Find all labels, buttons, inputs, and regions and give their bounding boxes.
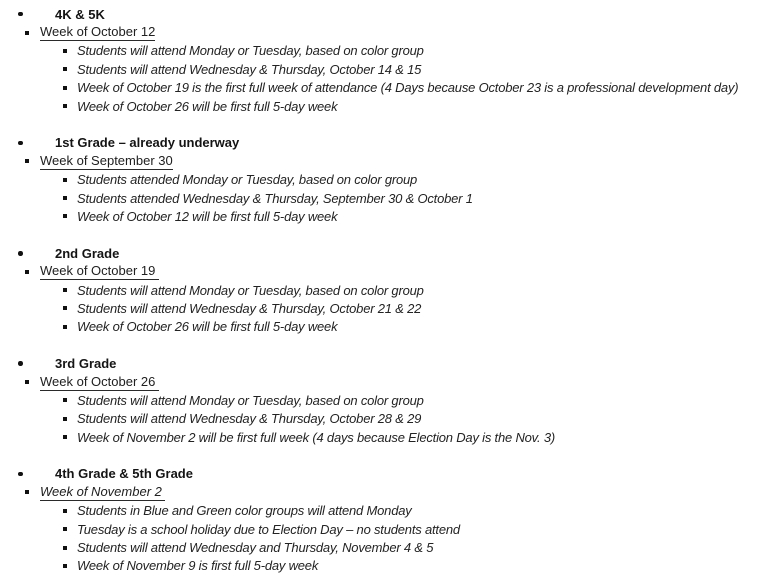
grade-title: 2nd Grade [55, 245, 120, 261]
grade-heading-row [0, 354, 775, 372]
bullet-square-icon [63, 214, 77, 218]
schedule-item-row [0, 171, 775, 189]
bullet-square-icon [63, 527, 77, 531]
bullet-square-icon [63, 509, 77, 513]
bullet-square-icon [63, 288, 77, 292]
week-heading: Week of November 2 [40, 483, 166, 499]
bullet-square-icon [25, 380, 40, 384]
bullet-square-icon [63, 398, 77, 402]
grade-section-3rd [0, 354, 775, 446]
bullet-square-icon [63, 104, 77, 108]
bullet-square-icon [63, 417, 77, 421]
schedule-item: Week of November 2 will be first full week (4 days because Election Day is the Nov. 3) [77, 429, 555, 445]
bullet-square-icon [63, 67, 77, 71]
bullet-dot-icon [18, 251, 55, 256]
grade-title: 4th Grade & 5th Grade [55, 466, 193, 482]
bullet-square-icon [63, 306, 77, 310]
schedule-item-row [0, 557, 775, 575]
bullet-square-icon [63, 178, 77, 182]
schedule-item-row [0, 79, 775, 97]
schedule-item: Students will attend Wednesday & Thursday, October 28 & 29 [77, 411, 422, 427]
schedule-item: Students will attend Wednesday & Thursday, October 14 & 15 [77, 61, 422, 77]
schedule-item-row [0, 318, 775, 336]
grade-section-4k5k [0, 5, 775, 115]
schedule-item-row [0, 97, 775, 115]
schedule-item: Students will attend Monday or Tuesday, based on color group [77, 282, 424, 298]
week-heading-row [0, 23, 775, 41]
schedule-item: Students attended Wednesday & Thursday, September 30 & October 1 [77, 190, 473, 206]
schedule-item: Students will attend Wednesday & Thursday, October 21 & 22 [77, 300, 422, 316]
schedule-item: Week of November 9 is first full 5-day week [77, 558, 319, 574]
schedule-item-row [0, 538, 775, 556]
grade-section-4th5th [0, 465, 775, 575]
schedule-item: Students attended Monday or Tuesday, based on color group [77, 172, 418, 188]
schedule-item: Tuesday is a school holiday due to Election Day – no students attend [77, 521, 460, 537]
schedule-item: Week of October 26 will be first full 5-day week [77, 98, 338, 114]
grade-section-1st [0, 134, 775, 226]
bullet-square-icon [25, 270, 40, 274]
schedule-item-row [0, 189, 775, 207]
schedule-item: Week of October 19 is the first full week of attendance (4 Days because October 23 is a professional development day) [77, 80, 739, 96]
week-heading-row [0, 262, 775, 280]
schedule-item: Week of October 12 will be first full 5-day week [77, 208, 338, 224]
schedule-item-row [0, 60, 775, 78]
bullet-dot-icon [18, 12, 55, 17]
week-heading-row [0, 483, 775, 501]
schedule-item: Students will attend Wednesday and Thursday, November 4 & 5 [77, 540, 434, 556]
grade-heading-row [0, 465, 775, 483]
bullet-square-icon [63, 325, 77, 329]
schedule-item: Students in Blue and Green color groups will attend Monday [77, 503, 412, 519]
week-heading: Week of October 12 [40, 24, 156, 40]
schedule-item-row [0, 207, 775, 225]
schedule-item-row [0, 42, 775, 60]
week-heading: Week of September 30 [40, 152, 173, 168]
bullet-square-icon [63, 86, 77, 90]
schedule-item-row [0, 410, 775, 428]
grade-title: 1st Grade – already underway [55, 135, 240, 151]
bullet-square-icon [63, 435, 77, 439]
bullet-square-icon [25, 159, 40, 163]
grade-section-2nd [0, 244, 775, 336]
bullet-square-icon [25, 490, 40, 494]
schedule-item-row [0, 281, 775, 299]
bullet-dot-icon [18, 361, 55, 366]
schedule-item-row [0, 391, 775, 409]
schedule-item-row [0, 502, 775, 520]
bullet-dot-icon [18, 472, 55, 477]
bullet-square-icon [63, 564, 77, 568]
grade-title: 3rd Grade [55, 356, 117, 372]
week-heading-row [0, 152, 775, 170]
week-heading: Week of October 26 [40, 373, 159, 389]
schedule-item-row [0, 299, 775, 317]
bullet-square-icon [25, 31, 40, 35]
bullet-dot-icon [18, 141, 55, 146]
bullet-square-icon [63, 546, 77, 550]
grade-heading-row [0, 134, 775, 152]
week-heading: Week of October 19 [40, 263, 159, 279]
bullet-square-icon [63, 49, 77, 53]
grade-heading-row [0, 5, 775, 23]
schedule-item-row [0, 428, 775, 446]
grade-title: 4K & 5K [55, 6, 105, 22]
schedule-item-row [0, 520, 775, 538]
grade-heading-row [0, 244, 775, 262]
bullet-square-icon [63, 196, 77, 200]
week-heading-row [0, 373, 775, 391]
schedule-item: Week of October 26 will be first full 5-day week [77, 319, 338, 335]
schedule-item: Students will attend Monday or Tuesday, based on color group [77, 392, 424, 408]
schedule-item: Students will attend Monday or Tuesday, based on color group [77, 43, 424, 59]
